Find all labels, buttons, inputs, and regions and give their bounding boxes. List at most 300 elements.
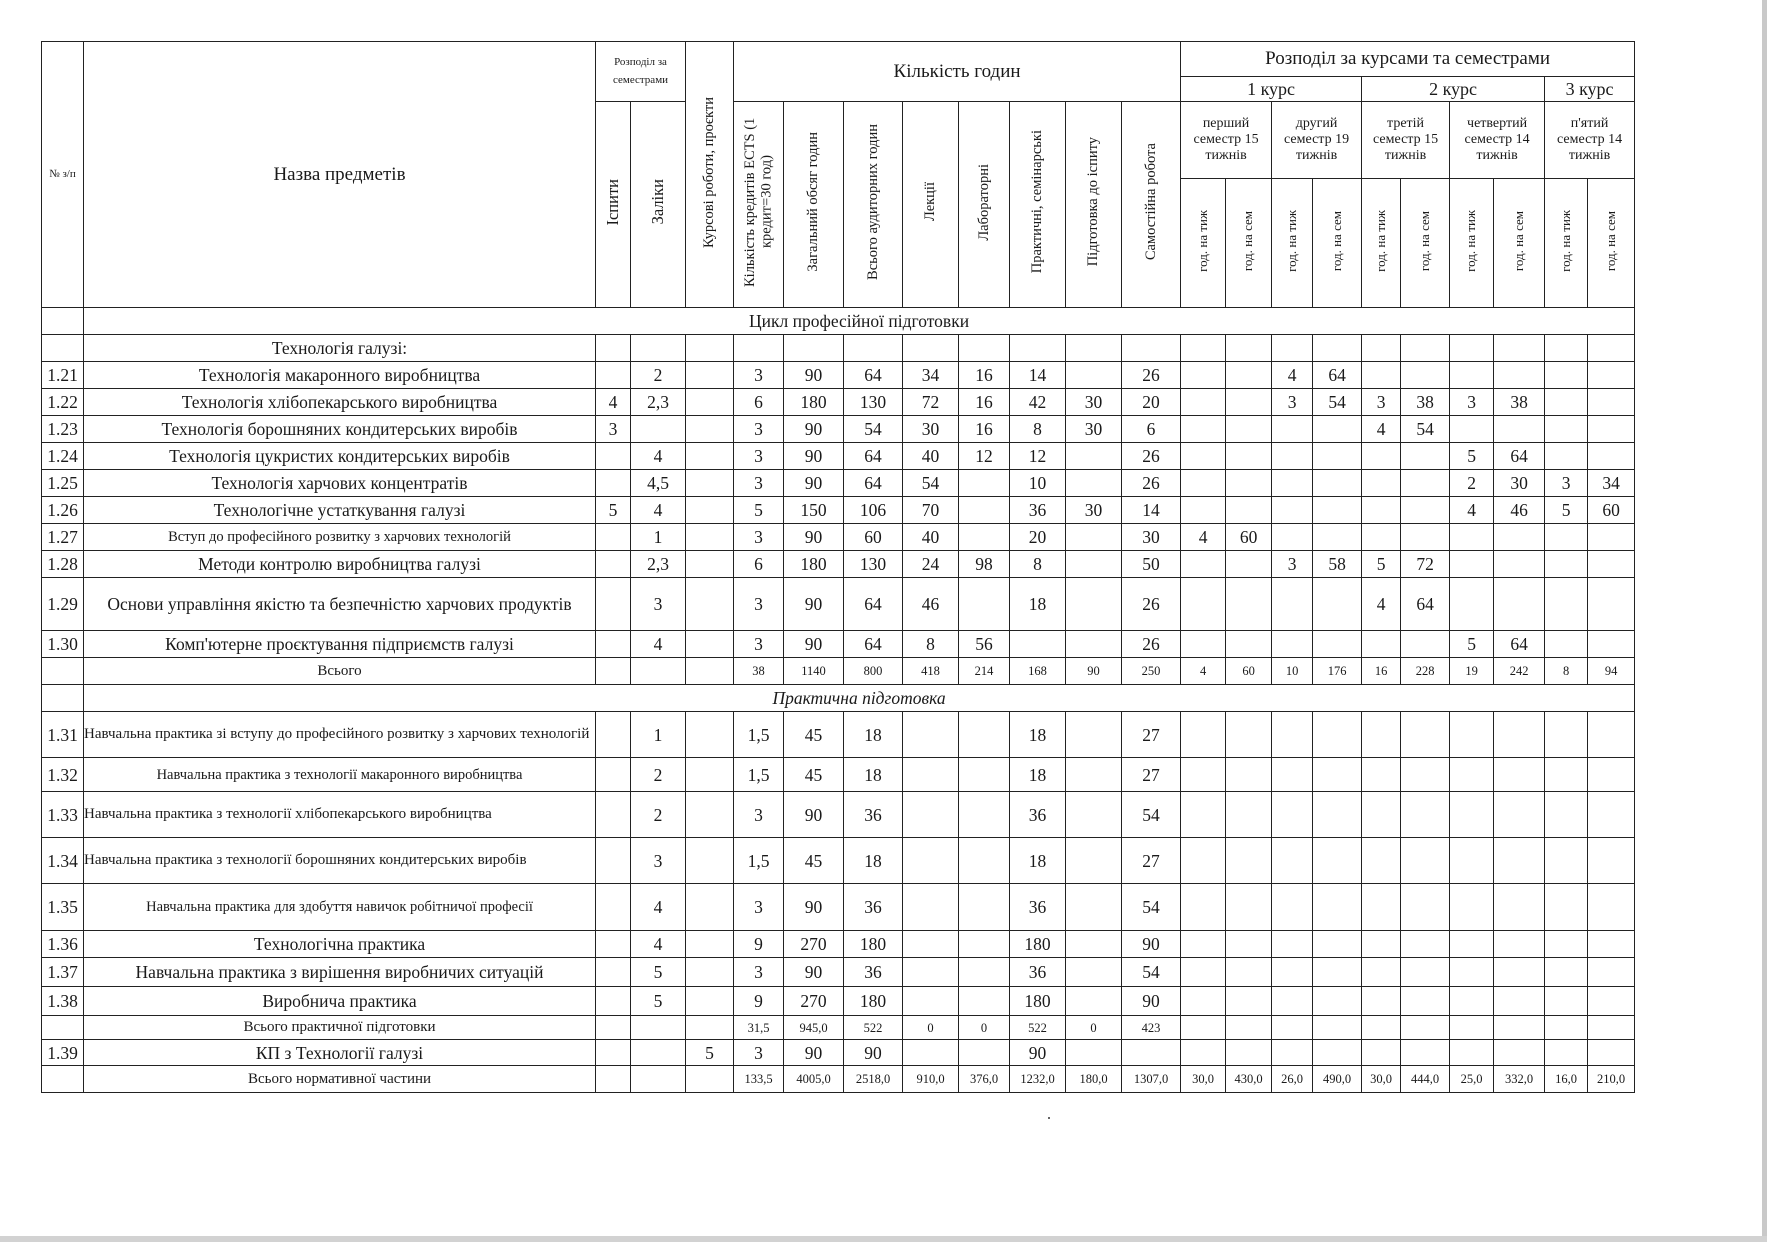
table-row — [42, 524, 1635, 551]
value-cell: 180 — [1010, 931, 1066, 958]
value-cell: 90 — [784, 631, 844, 658]
value-cell — [1226, 758, 1272, 792]
value-cell — [1494, 362, 1545, 389]
value-cell — [1362, 470, 1401, 497]
value-cell: 3 — [1272, 551, 1313, 578]
value-cell — [1226, 631, 1272, 658]
value-cell: 2 — [631, 792, 686, 838]
value-cell: 2 — [631, 758, 686, 792]
value-cell — [1588, 758, 1635, 792]
value-cell: 430,0 — [1226, 1066, 1272, 1093]
value-cell — [1066, 712, 1122, 758]
value-cell: 423 — [1122, 1016, 1181, 1040]
value-cell — [1450, 1016, 1494, 1040]
value-cell: 56 — [959, 631, 1010, 658]
value-cell: 42 — [1010, 389, 1066, 416]
value-cell — [1066, 578, 1122, 631]
value-cell: 0 — [959, 1016, 1010, 1040]
value-cell: 26 — [1122, 578, 1181, 631]
value-cell — [596, 551, 631, 578]
value-cell — [1313, 1016, 1362, 1040]
subject-name: Виробнича практика — [84, 987, 596, 1016]
value-cell — [1545, 758, 1588, 792]
value-cell: 64 — [844, 362, 903, 389]
value-cell: 30 — [1066, 389, 1122, 416]
value-cell — [1494, 987, 1545, 1016]
value-cell — [1545, 712, 1588, 758]
value-cell — [1450, 416, 1494, 443]
value-cell — [1545, 631, 1588, 658]
col-header-name: Назва предметів — [84, 42, 596, 308]
value-cell — [903, 335, 959, 362]
value-cell — [686, 578, 734, 631]
subject-name: Технологічна практика — [84, 931, 596, 958]
value-cell: 70 — [903, 497, 959, 524]
value-cell — [1545, 389, 1588, 416]
table-row — [42, 443, 1635, 470]
credits-label: Заліки — [647, 179, 667, 225]
value-cell: 30 — [1066, 416, 1122, 443]
value-cell: 3 — [1545, 470, 1588, 497]
value-cell — [903, 838, 959, 884]
per-sem-label: год. на сем — [1602, 210, 1618, 271]
value-cell: 90 — [1066, 658, 1122, 685]
value-cell: 38 — [1401, 389, 1450, 416]
value-cell: 90 — [784, 524, 844, 551]
value-cell — [1226, 958, 1272, 987]
value-cell: 1 — [631, 712, 686, 758]
value-cell — [1066, 958, 1122, 987]
value-cell: 94 — [1588, 658, 1635, 685]
subgroup-row — [42, 335, 1635, 362]
value-cell: 25,0 — [1450, 1066, 1494, 1093]
value-cell — [596, 987, 631, 1016]
value-cell — [959, 335, 1010, 362]
value-cell: 3 — [734, 416, 784, 443]
value-cell — [1122, 335, 1181, 362]
value-cell — [903, 987, 959, 1016]
value-cell — [1545, 838, 1588, 884]
per-sem-label: год. на сем — [1510, 210, 1526, 271]
exams-label: Іспити — [602, 178, 622, 226]
value-cell — [1545, 362, 1588, 389]
value-cell — [1181, 987, 1226, 1016]
value-cell — [686, 1066, 734, 1093]
row-number: 1.36 — [42, 931, 84, 958]
value-cell: 46 — [1494, 497, 1545, 524]
value-cell — [1450, 551, 1494, 578]
value-cell — [686, 362, 734, 389]
per-week-label: год. на тиж — [1372, 209, 1388, 272]
value-cell — [1450, 792, 1494, 838]
value-cell: 4 — [1272, 362, 1313, 389]
total-row — [42, 1066, 1635, 1093]
value-cell — [1362, 1016, 1401, 1040]
value-cell — [1272, 497, 1313, 524]
table-row — [42, 987, 1635, 1016]
value-cell: 444,0 — [1401, 1066, 1450, 1093]
value-cell — [1181, 931, 1226, 958]
value-cell — [1362, 758, 1401, 792]
subject-name: Навчальна практика з технології хлібопекарського виробництва — [84, 792, 596, 838]
value-cell — [1450, 712, 1494, 758]
value-cell — [1362, 443, 1401, 470]
value-cell — [686, 335, 734, 362]
value-cell: 16 — [959, 362, 1010, 389]
value-cell: 332,0 — [1494, 1066, 1545, 1093]
value-cell — [959, 931, 1010, 958]
value-cell: 2,3 — [631, 389, 686, 416]
value-cell: 2,3 — [631, 551, 686, 578]
table-row — [42, 958, 1635, 987]
value-cell — [596, 884, 631, 931]
value-cell — [1588, 389, 1635, 416]
course-3-header: 3 курс — [1545, 77, 1635, 102]
value-cell — [1494, 931, 1545, 958]
value-cell — [1181, 551, 1226, 578]
value-cell — [1588, 712, 1635, 758]
value-cell: 64 — [1494, 631, 1545, 658]
value-cell: 90 — [784, 470, 844, 497]
value-cell — [1272, 1016, 1313, 1040]
col-header-hours-per-semester — [1494, 179, 1545, 308]
value-cell: 90 — [784, 792, 844, 838]
value-cell — [686, 758, 734, 792]
value-cell — [596, 1040, 631, 1066]
value-cell: 133,5 — [734, 1066, 784, 1093]
value-cell — [1362, 335, 1401, 362]
value-cell — [1401, 987, 1450, 1016]
value-cell — [1181, 416, 1226, 443]
value-cell — [1313, 958, 1362, 987]
value-cell — [1272, 416, 1313, 443]
value-cell: 150 — [784, 497, 844, 524]
row-number: 1.29 — [42, 578, 84, 631]
semester-label-line: семестр 15 — [1373, 132, 1439, 148]
value-cell: 3 — [734, 958, 784, 987]
value-cell — [1313, 931, 1362, 958]
value-cell — [1313, 497, 1362, 524]
value-cell — [1450, 1040, 1494, 1066]
value-cell — [1545, 792, 1588, 838]
value-cell — [1401, 931, 1450, 958]
value-cell — [1362, 931, 1401, 958]
value-cell — [1066, 551, 1122, 578]
value-cell: 5 — [734, 497, 784, 524]
value-cell — [1494, 524, 1545, 551]
value-cell: 90 — [784, 362, 844, 389]
value-cell: 4 — [631, 931, 686, 958]
subject-name: Технологія макаронного виробництва — [84, 362, 596, 389]
value-cell — [1362, 792, 1401, 838]
value-cell — [734, 335, 784, 362]
value-cell: 3 — [734, 884, 784, 931]
value-cell — [686, 884, 734, 931]
value-cell — [1226, 470, 1272, 497]
value-cell — [1588, 838, 1635, 884]
value-cell: 1,5 — [734, 758, 784, 792]
value-cell: 16 — [959, 389, 1010, 416]
value-cell: 4 — [631, 884, 686, 931]
value-cell — [596, 658, 631, 685]
value-cell — [1181, 443, 1226, 470]
value-cell: 40 — [903, 443, 959, 470]
value-cell: 14 — [1122, 497, 1181, 524]
value-cell: 20 — [1010, 524, 1066, 551]
value-cell — [596, 792, 631, 838]
number-cell — [42, 308, 84, 335]
row-number: 1.31 — [42, 712, 84, 758]
value-cell — [1272, 578, 1313, 631]
value-cell: 36 — [844, 792, 903, 838]
value-cell — [1010, 335, 1066, 362]
value-cell — [1450, 958, 1494, 987]
value-cell — [1181, 578, 1226, 631]
col-header-exams — [596, 102, 631, 308]
value-cell — [1494, 578, 1545, 631]
value-cell: 58 — [1313, 551, 1362, 578]
value-cell: 130 — [844, 551, 903, 578]
value-cell — [959, 838, 1010, 884]
value-cell — [1588, 792, 1635, 838]
value-cell — [1272, 958, 1313, 987]
value-cell — [1494, 1016, 1545, 1040]
curriculum-table — [41, 41, 1635, 1093]
value-cell — [1313, 470, 1362, 497]
value-cell — [596, 524, 631, 551]
value-cell — [686, 792, 734, 838]
value-cell: 945,0 — [784, 1016, 844, 1040]
value-cell — [1226, 335, 1272, 362]
value-cell — [1313, 792, 1362, 838]
value-cell: 176 — [1313, 658, 1362, 685]
value-cell — [596, 362, 631, 389]
value-cell — [1066, 987, 1122, 1016]
col-header-labs — [959, 102, 1010, 308]
value-cell: 106 — [844, 497, 903, 524]
value-cell — [959, 792, 1010, 838]
value-cell — [1272, 524, 1313, 551]
value-cell — [903, 958, 959, 987]
value-cell — [1588, 884, 1635, 931]
value-cell: 180 — [844, 987, 903, 1016]
value-cell — [596, 958, 631, 987]
value-cell: 30 — [1122, 524, 1181, 551]
value-cell — [903, 884, 959, 931]
value-cell — [1181, 838, 1226, 884]
row-number: 1.22 — [42, 389, 84, 416]
value-cell — [1494, 335, 1545, 362]
subject-name: Навчальна практика з вирішення виробничих ситуацій — [84, 958, 596, 987]
value-cell: 54 — [1122, 792, 1181, 838]
value-cell — [903, 712, 959, 758]
value-cell — [1588, 551, 1635, 578]
value-cell — [631, 658, 686, 685]
exam-prep-label: Підготовка до іспиту — [1085, 137, 1102, 267]
row-number: 1.37 — [42, 958, 84, 987]
semester-1-header — [1181, 102, 1272, 179]
value-cell: 18 — [1010, 578, 1066, 631]
value-cell — [1272, 712, 1313, 758]
value-cell: 5 — [631, 987, 686, 1016]
value-cell — [1181, 884, 1226, 931]
value-cell — [686, 931, 734, 958]
value-cell: 64 — [1313, 362, 1362, 389]
value-cell: 130 — [844, 389, 903, 416]
value-cell — [1313, 416, 1362, 443]
subject-name: Всього нормативної частини — [84, 1066, 596, 1093]
semester-label-line: четвертий — [1467, 115, 1528, 131]
value-cell — [1226, 931, 1272, 958]
semester-label-line: тижнів — [1568, 148, 1611, 164]
col-header-hours-per-semester — [1588, 179, 1635, 308]
value-cell: 16,0 — [1545, 1066, 1588, 1093]
col-header-hours-per-semester — [1313, 179, 1362, 308]
value-cell — [1313, 443, 1362, 470]
col-header-self-work — [1122, 102, 1181, 308]
value-cell — [1313, 987, 1362, 1016]
value-cell — [1362, 884, 1401, 931]
value-cell — [1545, 884, 1588, 931]
semester-label-line: перший — [1202, 115, 1250, 131]
self-work-label: Самостійна робота — [1142, 143, 1159, 261]
value-cell: 2 — [1450, 470, 1494, 497]
table-row — [42, 416, 1635, 443]
value-cell — [1588, 958, 1635, 987]
value-cell: 14 — [1010, 362, 1066, 389]
value-cell — [596, 838, 631, 884]
subject-name: Всього — [84, 658, 596, 685]
value-cell — [1362, 987, 1401, 1016]
value-cell — [784, 335, 844, 362]
value-cell — [1588, 443, 1635, 470]
value-cell: 36 — [844, 958, 903, 987]
col-header-hours-per-week — [1272, 179, 1313, 308]
value-cell: 250 — [1122, 658, 1181, 685]
per-week-label: год. на тиж — [1463, 209, 1479, 272]
value-cell — [844, 335, 903, 362]
value-cell — [959, 712, 1010, 758]
value-cell: 36 — [1010, 497, 1066, 524]
value-cell — [596, 470, 631, 497]
value-cell: 3 — [734, 631, 784, 658]
value-cell: 26 — [1122, 362, 1181, 389]
value-cell — [1226, 1016, 1272, 1040]
value-cell: 3 — [631, 578, 686, 631]
value-cell — [959, 524, 1010, 551]
semester-label-line: тижнів — [1476, 148, 1518, 164]
value-cell: 6 — [734, 389, 784, 416]
value-cell: 18 — [1010, 758, 1066, 792]
value-cell — [903, 1040, 959, 1066]
value-cell — [686, 551, 734, 578]
value-cell: 3 — [734, 362, 784, 389]
table-row — [42, 578, 1635, 631]
value-cell — [1588, 1040, 1635, 1066]
table-row — [42, 838, 1635, 884]
value-cell: 2 — [631, 362, 686, 389]
value-cell: 98 — [959, 551, 1010, 578]
value-cell — [1545, 578, 1588, 631]
value-cell: 16 — [1362, 658, 1401, 685]
subject-name: Технологія харчових концентратів — [84, 470, 596, 497]
value-cell — [596, 578, 631, 631]
value-cell: 45 — [784, 838, 844, 884]
value-cell: 12 — [959, 443, 1010, 470]
value-cell: 27 — [1122, 758, 1181, 792]
value-cell — [1450, 987, 1494, 1016]
col-header-credits — [631, 102, 686, 308]
value-cell — [1545, 551, 1588, 578]
value-cell — [1494, 712, 1545, 758]
value-cell — [1362, 838, 1401, 884]
value-cell — [1494, 1040, 1545, 1066]
col-header-total-class — [844, 102, 903, 308]
subject-name: Навчальна практика зі вступу до професійного розвитку з харчових технологій — [84, 712, 596, 758]
value-cell: 46 — [903, 578, 959, 631]
value-cell — [1181, 712, 1226, 758]
value-cell — [1362, 362, 1401, 389]
value-cell: 54 — [1401, 416, 1450, 443]
section-title: Практична підготовка — [84, 685, 1635, 712]
value-cell — [1313, 758, 1362, 792]
value-cell: 1 — [631, 524, 686, 551]
value-cell — [1362, 497, 1401, 524]
table-row — [42, 631, 1635, 658]
value-cell — [1313, 1040, 1362, 1066]
lectures-label: Лекції — [922, 182, 939, 222]
table-row — [42, 470, 1635, 497]
value-cell: 31,5 — [734, 1016, 784, 1040]
table-row — [42, 931, 1635, 958]
value-cell — [1494, 792, 1545, 838]
value-cell — [1362, 958, 1401, 987]
value-cell: 18 — [1010, 838, 1066, 884]
row-number — [42, 658, 84, 685]
value-cell: 4005,0 — [784, 1066, 844, 1093]
value-cell — [1450, 335, 1494, 362]
value-cell: 64 — [1401, 578, 1450, 631]
value-cell — [1313, 838, 1362, 884]
value-cell: 36 — [844, 884, 903, 931]
value-cell — [1066, 1040, 1122, 1066]
value-cell: 45 — [784, 712, 844, 758]
row-number — [42, 335, 84, 362]
value-cell — [1066, 931, 1122, 958]
value-cell — [686, 987, 734, 1016]
value-cell: 18 — [844, 838, 903, 884]
value-cell: 4 — [631, 443, 686, 470]
practical-label: Практичні, семінарські — [1029, 130, 1046, 274]
value-cell: 168 — [1010, 658, 1066, 685]
value-cell: 3 — [734, 470, 784, 497]
value-cell — [1226, 578, 1272, 631]
subject-name: Технологія борошняних кондитерських виробів — [84, 416, 596, 443]
value-cell — [1226, 443, 1272, 470]
value-cell — [686, 389, 734, 416]
row-number — [42, 1016, 84, 1040]
value-cell — [1226, 884, 1272, 931]
value-cell — [1181, 958, 1226, 987]
row-number: 1.23 — [42, 416, 84, 443]
value-cell — [1401, 884, 1450, 931]
value-cell — [1066, 335, 1122, 362]
table-row — [42, 884, 1635, 931]
value-cell: 54 — [1122, 958, 1181, 987]
value-cell: 64 — [1494, 443, 1545, 470]
value-cell — [1494, 551, 1545, 578]
value-cell: 36 — [1010, 958, 1066, 987]
